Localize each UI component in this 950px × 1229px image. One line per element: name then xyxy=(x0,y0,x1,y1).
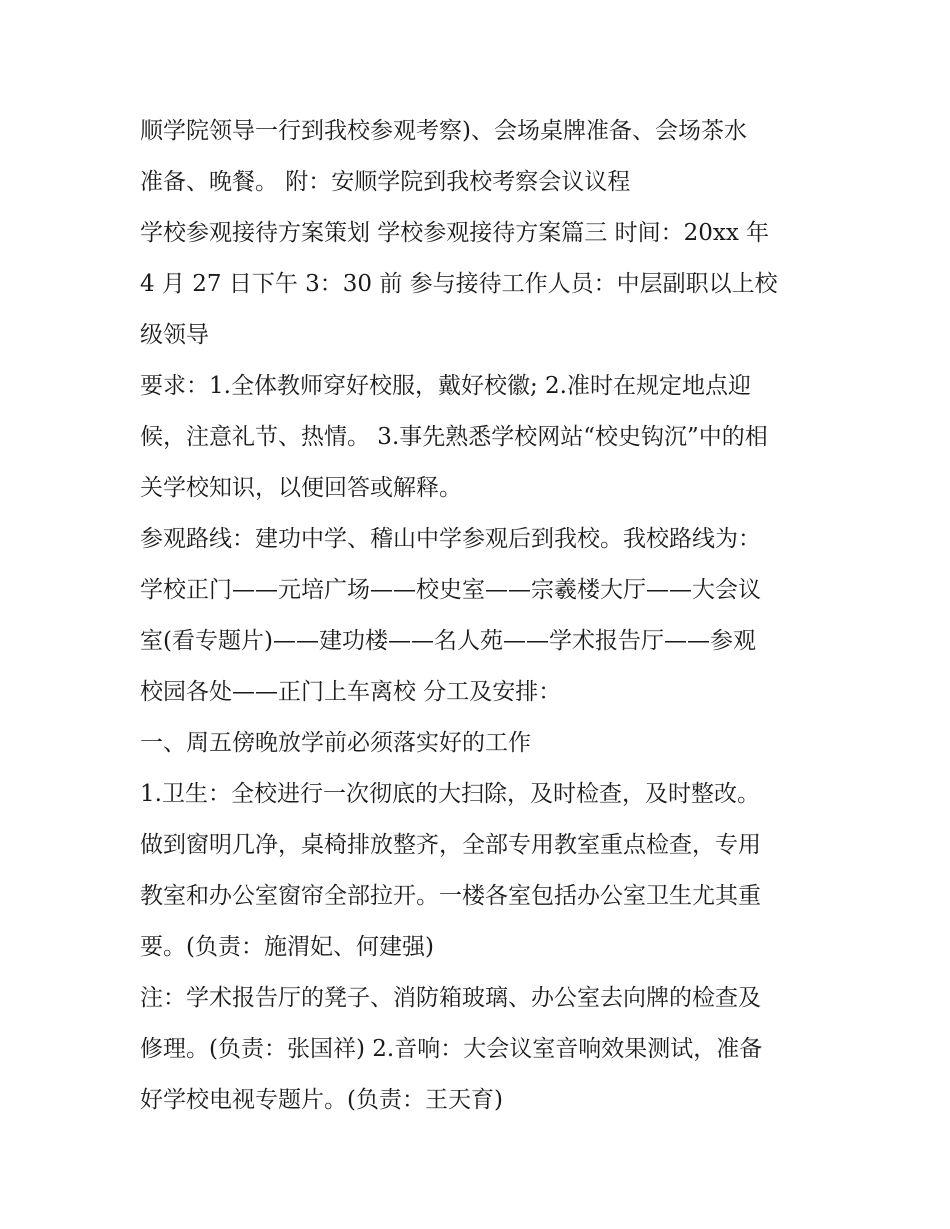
text-line: 修理。(负责：张国祥) 2.音响：大会议室音响效果测试，准备 xyxy=(140,1036,763,1062)
text-line: 准备、晚餐。 附：安顺学院到我校考察会议议程 xyxy=(140,169,631,195)
text-line: 学校正门——元培广场——校史室——宗羲楼大厅——大会议 xyxy=(140,577,761,603)
text-line: 4 月 27 日下午 3：30 前 参与接待工作人员：中层副职以上校 xyxy=(140,271,778,297)
document-body xyxy=(140,106,820,1126)
text-line: 注：学术报告厅的凳子、消防箱玻璃、办公室去向牌的检查及 xyxy=(140,985,761,1011)
text-line: 1.卫生：全校进行一次彻底的大扫除，及时检查，及时整改。 xyxy=(140,781,760,807)
text-line: 教室和办公室窗帘全部拉开。一楼各室包括办公室卫生尤其重 xyxy=(140,883,761,909)
text-line: 要求：1.全体教师穿好校服，戴好校徽; 2.准时在规定地点迎 xyxy=(140,373,751,399)
text-line: 候，注意礼节、热情。 3.事先熟悉学校网站“校史钩沉”中的相 xyxy=(140,424,768,450)
text-line: 参观路线：建功中学、稽山中学参观后到我校。我校路线为： xyxy=(140,526,761,552)
text-line: 顺学院领导一行到我校参观考察)、会场桌牌准备、会场茶水 xyxy=(140,118,747,144)
section-heading: 一、周五傍晚放学前必须落实好的工作 xyxy=(140,730,531,756)
text-line: 级领导 xyxy=(140,322,209,348)
text-line: 学校参观接待方案策划 学校参观接待方案篇三 时间：20xx 年 xyxy=(140,220,770,246)
text-line: 好学校电视专题片。(负责：王天育) xyxy=(140,1087,503,1113)
text-line: 做到窗明几净，桌椅排放整齐，全部专用教室重点检查，专用 xyxy=(140,832,761,858)
text-line: 关学校知识，以便回答或解释。 xyxy=(140,475,462,501)
text-line: 室(看专题片)——建功楼——名人苑——学术报告厅——参观 xyxy=(140,628,756,654)
text-line: 校园各处——正门上车离校 分工及安排： xyxy=(140,679,562,705)
text-line: 要。(负责：施渭妃、何建强) xyxy=(140,934,434,960)
